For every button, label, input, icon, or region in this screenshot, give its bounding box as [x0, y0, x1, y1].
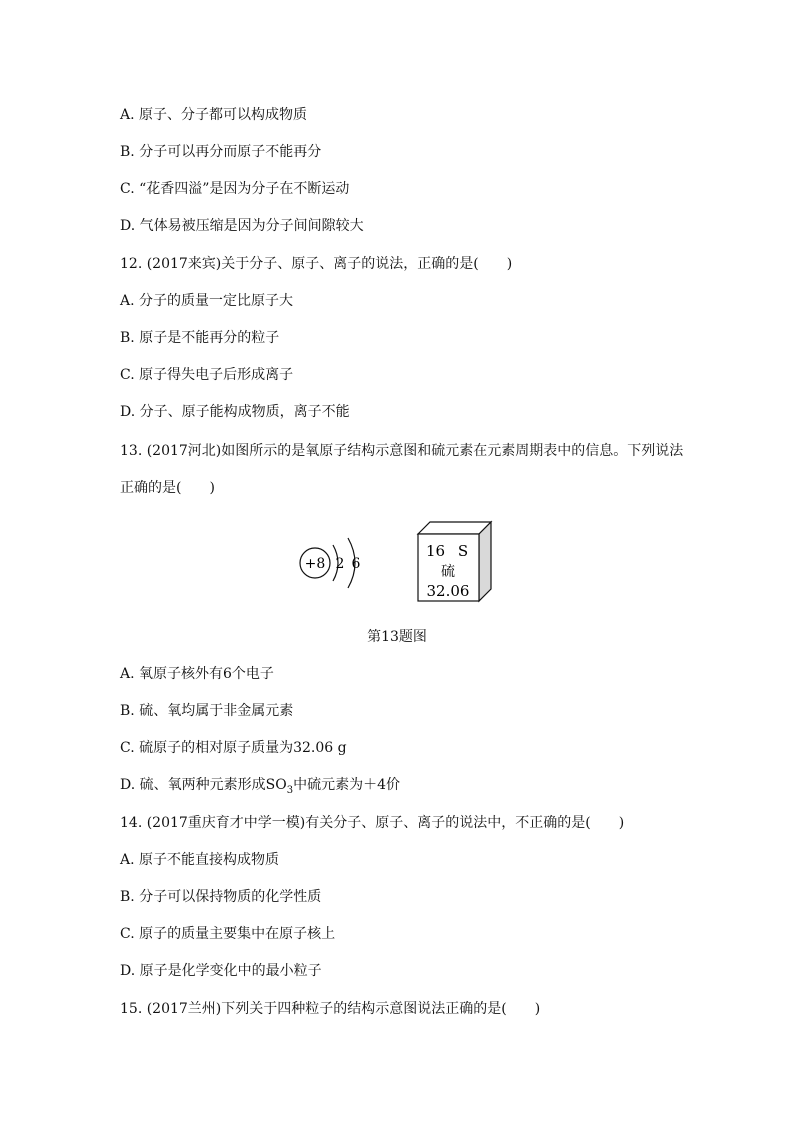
q13-option-d-pre: D. 硫、氧两种元素形成SO	[120, 777, 287, 793]
q13-figure-caption: 第13题图	[367, 629, 427, 645]
element-name: 硫	[441, 564, 455, 580]
oxygen-atom-diagram	[300, 538, 361, 588]
q13-option-d	[120, 776, 400, 800]
q14-option-a: A. 原子不能直接构成物质	[120, 852, 280, 868]
q11-option-d: D. 气体易被压缩是因为分子间间隙较大	[120, 218, 364, 234]
q13-option-d-post: 中硫元素为＋4价	[293, 777, 400, 793]
q13-option-c: C. 硫原子的相对原子质量为32.06 g	[120, 740, 347, 756]
q15-stem: 15. (2017兰州)下列关于四种粒子的结构示意图说法正确的是( )	[120, 1001, 541, 1017]
cell-side-face	[479, 522, 491, 601]
q11-option-a: A. 原子、分子都可以构成物质	[120, 107, 308, 123]
q13-option-d-subscript: 3	[286, 784, 294, 796]
q12-option-c: C. 原子得失电子后形成离子	[120, 367, 294, 383]
element-atomic-mass: 32.06	[426, 582, 470, 600]
element-atomic-number: 16	[426, 542, 446, 560]
q13-option-a: A. 氧原子核外有6个电子	[120, 666, 274, 682]
electron-shell-1-count: 2	[335, 556, 345, 572]
electron-shell-2-count: 6	[351, 556, 361, 572]
q13-figure	[0, 510, 794, 620]
q12-stem: 12. (2017来宾)关于分子、原子、离子的说法，正确的是( )	[120, 256, 513, 272]
q13-stem-line1: 13. (2017河北)如图所示的是氧原子结构示意图和硫元素在元素周期表中的信息。下列说法	[120, 443, 684, 459]
q12-option-d: D. 分子、原子能构成物质，离子不能	[120, 404, 350, 420]
q12-option-a: A. 分子的质量一定比原子大	[120, 293, 294, 309]
q14-option-d: D. 原子是化学变化中的最小粒子	[120, 963, 322, 979]
q11-option-c: C. “花香四溢”是因为分子在不断运动	[120, 181, 350, 197]
q14-stem: 14. (2017重庆育才中学一模)有关分子、原子、离子的说法中，不正确的是( )	[120, 815, 625, 831]
q14-option-c: C. 原子的质量主要集中在原子核上	[120, 926, 336, 942]
q11-option-b: B. 分子可以再分而原子不能再分	[120, 144, 322, 160]
nucleus-charge: +8	[304, 556, 326, 572]
sulfur-periodic-cell	[418, 522, 491, 601]
q12-option-b: B. 原子是不能再分的粒子	[120, 330, 280, 346]
q14-option-b: B. 分子可以保持物质的化学性质	[120, 889, 322, 905]
q13-stem-line2: 正确的是( )	[120, 480, 215, 496]
element-symbol: S	[457, 542, 469, 560]
q13-figure-svg	[0, 510, 794, 620]
q13-option-b: B. 硫、氧均属于非金属元素	[120, 703, 294, 719]
